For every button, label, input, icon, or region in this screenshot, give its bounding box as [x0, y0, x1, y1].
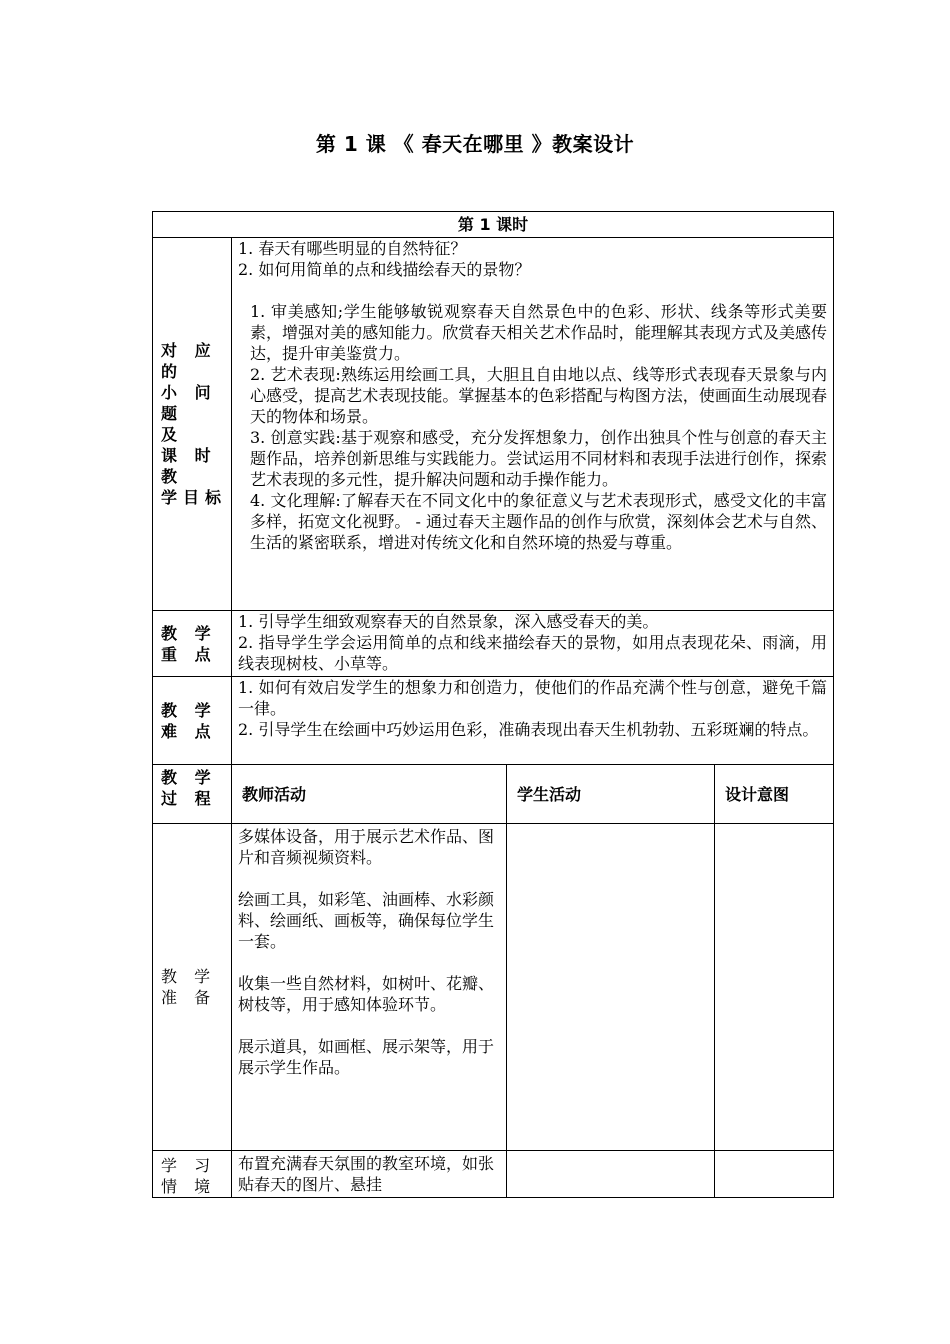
difficulties-row	[153, 677, 834, 765]
goal-item: 4. 文化理解:了解春天在不同文化中的象征意义与艺术表现形式，感受文化的丰富多样，拓宽文化视野。 - 通过春天主题作品的创作与欣赏，深刻体会艺术与自然、生活的紧密联系，增进对传统文化和自然环境的热爱与尊重。	[250, 491, 828, 552]
key-points-row	[153, 611, 834, 677]
session-header: 第 1 课时	[153, 212, 834, 238]
objectives-label-line: 及	[161, 425, 184, 444]
preparation-item: 收集一些自然材料，如树叶、花瓣、树枝等，用于感知体验环节。	[238, 974, 495, 1014]
design-intent-header: 设计意图	[715, 765, 834, 824]
situation-row	[153, 1151, 834, 1198]
objectives-label-line: 小 问 题	[161, 383, 217, 423]
situation-intent	[715, 1151, 834, 1198]
situation-label: 学 习 情 境	[153, 1151, 232, 1198]
objectives-row	[153, 238, 834, 611]
teacher-activity-header: 教师活动	[232, 765, 507, 824]
difficulties-label: 教 学 难 点	[153, 677, 232, 765]
question-item: 2. 如何用简单的点和线描绘春天的景物？	[238, 260, 531, 279]
objectives-label-line: 学目标	[161, 488, 228, 507]
key-points-label: 教 学 重 点	[153, 611, 232, 677]
goal-item: 3. 创意实践:基于观察和感受，充分发挥想象力，创作出独具个性与创意的春天主题作品，培养创新思维与实践能力。尝试运用不同材料和表现手法进行创作，探索艺术表现的多元性，提升解决问题和动手操作能力。	[250, 428, 828, 489]
session-header-row	[153, 212, 834, 238]
difficulty-item: 1. 如何有效启发学生的想象力和创造力，使他们的作品充满个性与创意，避免千篇一律。	[238, 678, 828, 718]
process-header-row	[153, 765, 834, 824]
preparation-item: 展示道具，如画框、展示架等，用于展示学生作品。	[238, 1037, 495, 1077]
situation-student	[507, 1151, 715, 1198]
preparation-item: 多媒体设备，用于展示艺术作品、图片和音频视频资料。	[238, 827, 495, 867]
goal-item: 2. 艺术表现:熟练运用绘画工具，大胆且自由地以点、线等形式表现春天景象与内心感受，提高艺术表现技能。掌握基本的色彩搭配与构图方法，使画面生动展现春天的物体和场景。	[250, 365, 828, 426]
situation-teacher: 布置充满春天氛围的教室环境，如张贴春天的图片、悬挂	[232, 1151, 507, 1198]
process-label: 教 学 过 程	[153, 765, 232, 824]
objectives-label-line: 课 时 教	[161, 446, 217, 486]
preparation-student	[507, 824, 715, 1151]
preparation-intent	[715, 824, 834, 1151]
page-title: 第 1 课 《 春天在哪里 》教案设计	[315, 132, 635, 156]
student-activity-header: 学生活动	[507, 765, 715, 824]
key-point-item: 1. 引导学生细致观察春天的自然景象，深入感受春天的美。	[238, 612, 659, 631]
key-points-content	[232, 611, 834, 677]
objectives-content	[232, 238, 834, 611]
key-point-item: 2. 指导学生学会运用简单的点和线来描绘春天的景物，如用点表现花朵、雨滴，用线表现树枝、小草等。	[238, 633, 828, 673]
objectives-label	[153, 238, 232, 611]
question-item: 1. 春天有哪些明显的自然特征？	[238, 239, 467, 258]
difficulties-content	[232, 677, 834, 765]
preparation-label: 教 学 准 备	[153, 824, 232, 1151]
preparation-item: 绘画工具，如彩笔、油画棒、水彩颜料、绘画纸、画板等，确保每位学生一套。	[238, 890, 495, 951]
goal-item: 1. 审美感知;学生能够敏锐观察春天自然景色中的色彩、形状、线条等形式美要素，增强对美的感知能力。欣赏春天相关艺术作品时，能理解其表现方式及美感传达，提升审美鉴赏力。	[250, 302, 828, 363]
difficulty-item: 2. 引导学生在绘画中巧妙运用色彩，准确表现出春天生机勃勃、五彩斑斓的特点。	[238, 720, 819, 739]
preparation-teacher	[232, 824, 507, 1151]
objectives-label-line: 对 应 的	[161, 341, 217, 381]
lesson-plan-table	[152, 211, 834, 1198]
preparation-row	[153, 824, 834, 1151]
